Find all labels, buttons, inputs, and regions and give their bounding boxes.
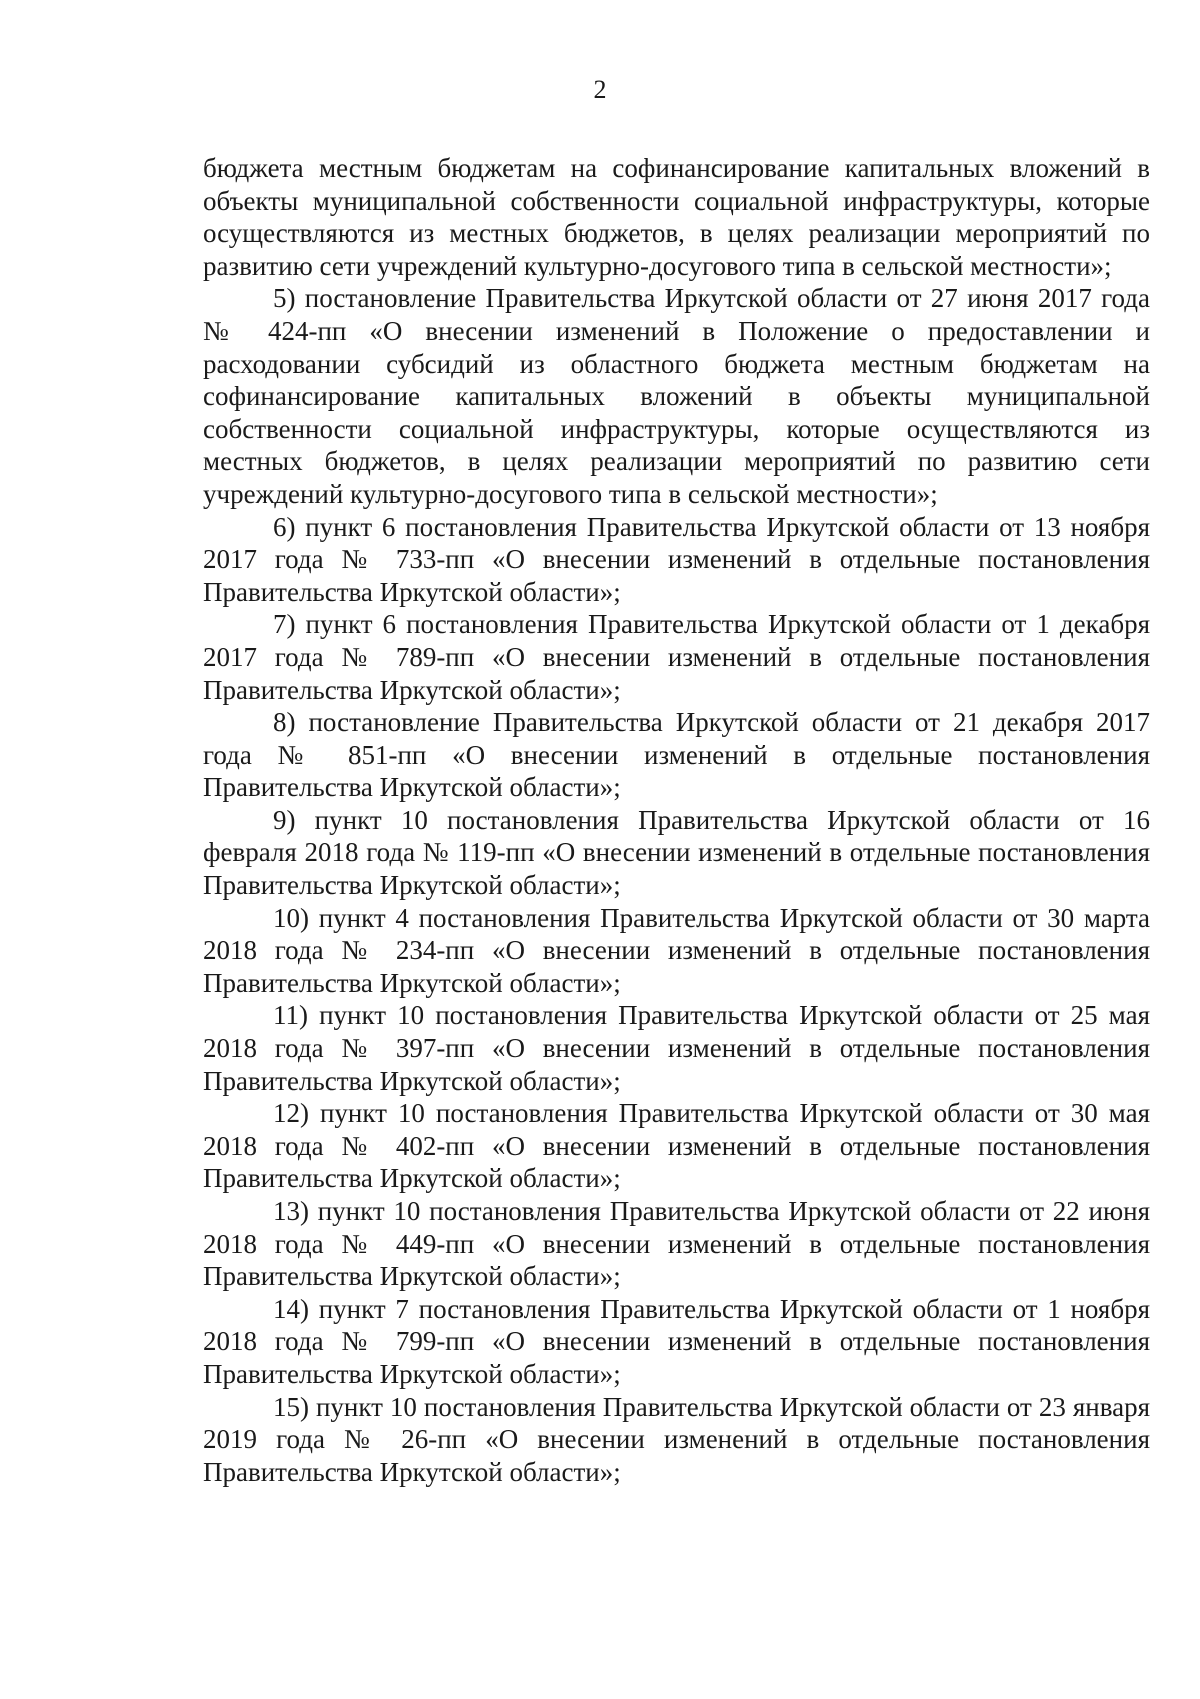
list-item-9: 9) пункт 10 постановления Правительства Иркутской области от 16 февраля 2018 года № 119-пп «О внесении изменений в отдельные постановления Правительства Иркутской области»; xyxy=(203,804,1150,901)
list-item-10: 10) пункт 4 постановления Правительства Иркутской области от 30 марта 2018 года № 234-пп «О внесении изменений в отдельные постановления Правительства Иркутской области»; xyxy=(203,902,1150,998)
list-item-7: 7) пункт 6 постановления Правительства Иркутской области от 1 декабря 2017 года № 789-пп «О внесении изменений в отдельные постановления Правительства Иркутской области»; xyxy=(203,609,1150,705)
list-item-14: 14) пункт 7 постановления Правительства Иркутской области от 1 ноября 2018 года № 799-пп «О внесении изменений в отдельные постановления Правительства Иркутской области»; xyxy=(203,1293,1150,1389)
list-item-15: 15) пункт 10 постановления Правительства Иркутской области от 23 января 2019 года № 26-пп «О внесении изменений в отдельные постановления Правительства Иркутской области»; xyxy=(203,1391,1150,1487)
list-item-5: 5) постановление Правительства Иркутской области от 27 июня 2017 года № 424-пп «О внесении изменений в Положение о предоставлении и расходовании субсидий из областного бюджета местным бюджетам на софинансирование капитальных вложений в объекты муниципальной собственности социальной инфраструктуры, которые осуществляются из местных бюджетов, в целях реализации мероприятий по развитию сети учреждений культурно-досугового типа в сельской местности»; xyxy=(203,283,1150,509)
list-item-13: 13) пункт 10 постановления Правительства Иркутской области от 22 июня 2018 года № 449-пп «О внесении изменений в отдельные постановления Правительства Иркутской области»; xyxy=(203,1196,1150,1292)
list-item-11: 11) пункт 10 постановления Правительства Иркутской области от 25 мая 2018 года № 397-пп «О внесении изменений в отдельные постановления Правительства Иркутской области»; xyxy=(203,1000,1150,1096)
list-item-6: 6) пункт 6 постановления Правительства Иркутской области от 13 ноября 2017 года № 733-пп «О внесении изменений в отдельные постановления Правительства Иркутской области»; xyxy=(203,511,1150,607)
list-item-8: 8) постановление Правительства Иркутской области от 21 декабря 2017 года № 851-пп «О внесении изменений в отдельные постановления Правительства Иркутской области»; xyxy=(203,707,1150,803)
page-number: 2 xyxy=(593,75,607,104)
list-item-12: 12) пункт 10 постановления Правительства Иркутской области от 30 мая 2018 года № 402-пп «О внесении изменений в отдельные постановления Правительства Иркутской области»; xyxy=(203,1098,1150,1194)
document-body xyxy=(203,152,1150,1488)
paragraph-continuation: бюджета местным бюджетам на софинансирование капитальных вложений в объекты муниципальной собственности социальной инфраструктуры, которые осуществляются из местных бюджетов, в целях реализации мероприятий по развитию сети учреждений культурно-досугового типа в сельской местности»; xyxy=(203,153,1150,281)
